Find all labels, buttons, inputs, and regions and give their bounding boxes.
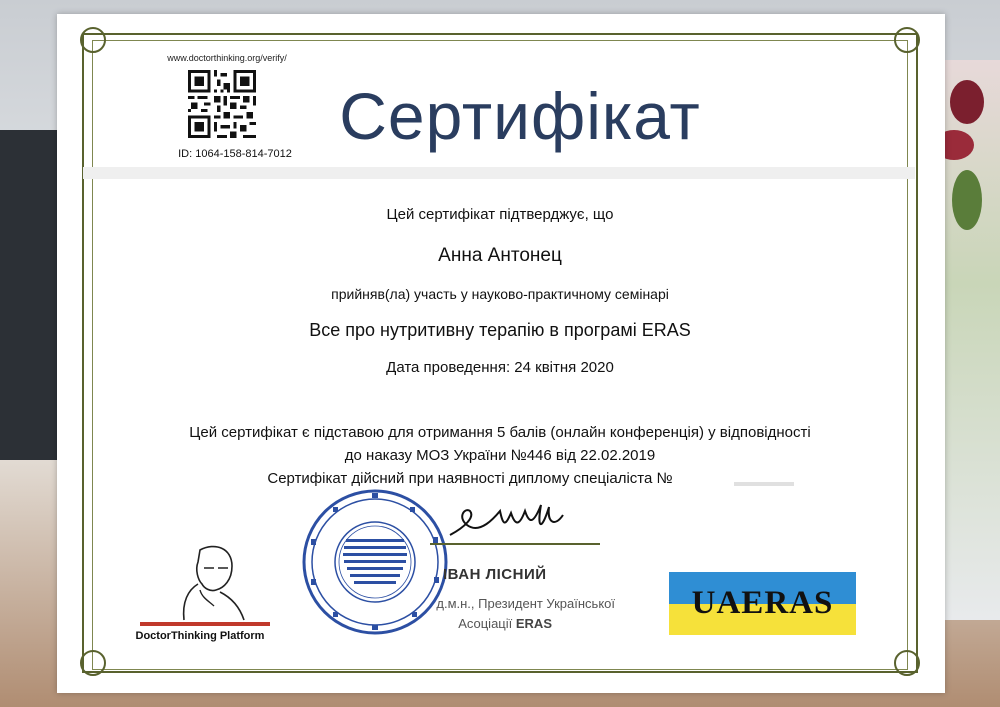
confirms-line: Цей сертифікат підтверджує, що <box>386 206 614 223</box>
certificate-id: ID: 1064-158-814-7012 <box>178 148 292 160</box>
basis-line-2: до наказу МОЗ України №446 від 22.02.2019 <box>344 447 656 464</box>
platform-name: DoctorThinking Platform <box>135 630 265 642</box>
certificate-title: Сертифікат <box>339 79 701 153</box>
verify-url[interactable]: www.doctorthinking.org/verify/ <box>167 53 287 63</box>
organization-stamp <box>300 487 450 637</box>
corner-curl-bottom-right <box>894 650 920 676</box>
signatory-position-prefix: Асоціації <box>458 616 513 631</box>
corner-curl-bottom-left <box>80 650 106 676</box>
signatory-position-line-1: д.м.н., Президент Української <box>436 596 615 611</box>
basis-line-3: Сертифікат дійсний при наявності диплому спеціаліста № <box>267 470 673 487</box>
uaeras-badge-text: UAERAS <box>691 585 834 621</box>
signatory-position-line-2 <box>395 616 552 631</box>
corner-curl-top-right <box>894 27 920 53</box>
participation-line: прийняв(ла) участь у науково-практичному семінарі <box>331 286 669 302</box>
corner-curl-top-left <box>80 27 106 53</box>
diploma-number-blank <box>734 482 794 486</box>
basis-line-1: Цей сертифікат є підставою для отримання 5 балів (онлайн конференція) у відповідності <box>189 424 811 441</box>
signatory-name: ІВАН ЛІСНИЙ <box>443 566 547 583</box>
signatory-position-eras: ERAS <box>515 616 552 631</box>
qr-code[interactable] <box>188 70 256 138</box>
signature <box>445 497 585 547</box>
header-divider-band <box>83 167 915 179</box>
signature-line <box>430 543 600 545</box>
recipient-name: Анна Антонец <box>438 245 562 266</box>
doctorthinking-logo-icon <box>140 540 270 630</box>
uaeras-badge <box>669 572 856 635</box>
seminar-title: Все про нутритивну терапію в програмі ERAS <box>309 320 691 340</box>
event-date: Дата проведення: 24 квітня 2020 <box>386 359 614 376</box>
